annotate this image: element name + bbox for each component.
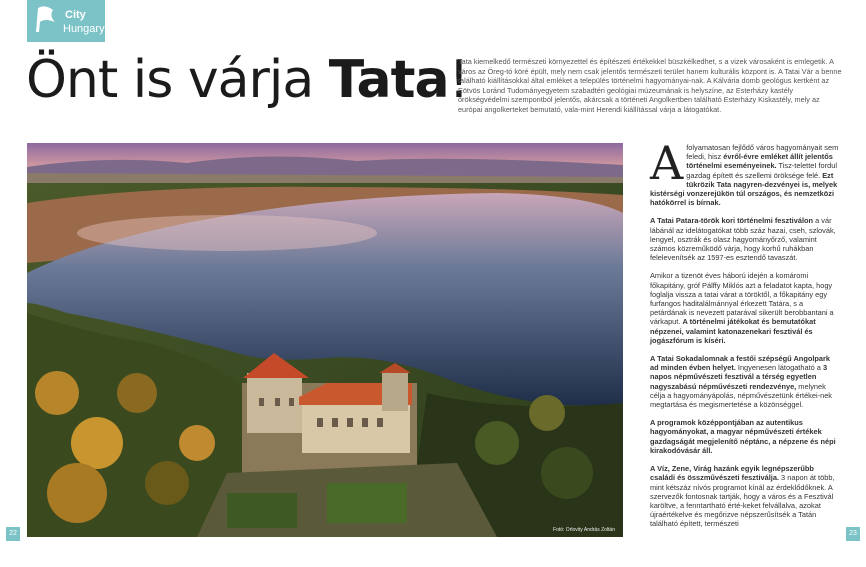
text-bold: A Tatai Patara-török kori történelmi fesztiválon [650, 216, 814, 226]
drop-cap: A [650, 136, 684, 190]
title-light: Önt is várja [26, 50, 329, 110]
article-paragraph [650, 354, 840, 409]
text-bold: Ezt tükrözik Tata nagyren-dezvényei is, melyek kistérségi vonzerejükön túl országos, és nemzetközi hatókörrel is bírnak. [650, 170, 838, 208]
title-bold: Tata [328, 50, 449, 110]
text: folyamatosan fejlődő város hagyományait sem feledi, hisz [686, 143, 839, 162]
intro-text: Tata kiemelkedő természeti környezettel és építészeti értékekkel büszkélkedhet, s a vizek városaként is emlegetik. A város az Öreg-tó köré épült, mely nem csak jelentős természeti terület hanem kulturális központ is. A Tatai Vár a benne található kiállításokkal által emléket a település történelmi hagyományai-nak. A Kálvária domb geológus kertként az Eötvös Loránd Tudományegyetem szabadtéri geológiai múzeumának is helyszíne, az Esterházy kastély örökségvédelmi szempontból jelentős, akárcsak a történeti Angolkertben található Esterházy Kiskastély, mely az európai angolkerteket bemutató, vala-mint Herendi kiállítással várja a látogatókat. [458, 57, 842, 114]
text: Ingyenesen látogatható a [735, 363, 823, 373]
article-paragraph [650, 136, 840, 208]
flag-icon [33, 4, 57, 34]
text: a vár lábánál az idelátogatókat több száz hazai, cseh, szlovák, lengyel, osztrák és olasz hagyományőrző, valamint számos közreműködő várja, hogy korhű ruhákban felelevenítsék az 1597-es esztendő tavaszát. [650, 216, 836, 263]
text-bold: A programok középpontjában az autentikus hagyományokat, a magyar népművészeti értékek gazdagságát megjelenítő néptánc, a népzene és népi kirakodóvásár áll. [650, 418, 836, 455]
article-paragraph [650, 418, 840, 455]
article-paragraph [650, 216, 840, 262]
text-bold: A történelmi játékokat és bemutatókat népzenei, valamint katonazenekari fesztivál és jogászfórum is kíséri. [650, 317, 816, 345]
text-bold: A Víz, Zene, Virág hazánk egyik legnépszerűbb családi és összművészeti fesztiválja. [650, 464, 814, 483]
article-paragraph [650, 271, 840, 345]
text-bold: évről-évre emléket állít jelentős történelmi eseményeinek. [686, 152, 833, 171]
page-title [26, 50, 468, 110]
logo-line-2: Hungary [63, 23, 105, 35]
logo-line-1: City [65, 9, 86, 21]
text: Tisz-teletteI fordul gazdag épített és szellemi öröksége felé. [686, 161, 837, 180]
text-bold: 3 napos népművészeti fesztivál a térség egyetlen nagyszabású népművészeti rendezvénye, [650, 363, 828, 391]
text: Amikor a tizenöt éves háború idején a komáromi főkapitány, gróf Pálffy Miklós azt a feladatot kapta, hogy foglalja vissza a tatai várat a töröktől, a főkapitány egy furfangos haditalálmánnyal érkezett Tatára, s a petárdának is nevezett patarával sikerült berobbantani a várkaput. [650, 271, 834, 327]
article-column [650, 136, 840, 538]
tata-aerial-photo [27, 143, 623, 537]
title-exclamation: ! [448, 50, 469, 110]
text-bold: A Tatai Sokadalomnak a festői szépségű Angolpark ad minden évben helyet. [650, 354, 831, 373]
city-hungary-logo [27, 0, 105, 42]
page-number-left: 22 [6, 527, 20, 541]
article-paragraph [650, 464, 840, 528]
text: 3 napon át több, mint kétszáz nívós programot kínál az érdeklődőknek. A szervezők fontosnak tartják, hogy a város és a Fesztivál karöltve, a fenntartható érté-keket felvállalva, azokat újraértékelve és megőrizve népszerűsítsék a Tatán található épített, természeti [650, 473, 835, 529]
text: melynek célja a hagyományápolás, népművészetünk értékei-nek megtartása és megismertetése a közönséggel. [650, 381, 832, 410]
photo-credit: Fotó: Orlovity András Zoltán [553, 527, 615, 533]
page-number-right: 23 [846, 527, 860, 541]
